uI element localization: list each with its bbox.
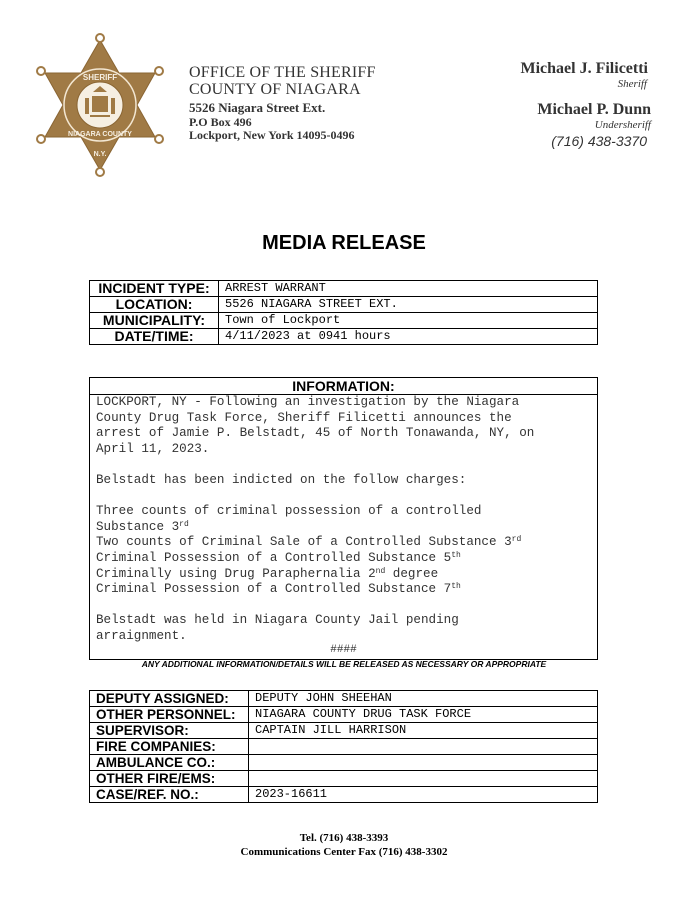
field-value: 5526 NIAGARA STREET EXT. xyxy=(219,297,598,313)
information-body xyxy=(90,395,597,656)
field-value: Town of Lockport xyxy=(219,313,598,329)
charge-degree-suffix: rd xyxy=(179,519,189,529)
sheriff-badge-logo xyxy=(30,30,170,180)
personnel-row xyxy=(90,787,598,803)
sheriff-name: Michael J. Filicetti xyxy=(520,60,648,77)
document-title: MEDIA RELEASE xyxy=(262,232,426,254)
end-mark: #### xyxy=(330,643,357,656)
field-label: AMBULANCE CO.: xyxy=(90,755,249,771)
field-label: DATE/TIME: xyxy=(90,329,219,345)
personnel-details-table xyxy=(89,690,598,803)
intro-line: April 11, 2023. xyxy=(96,441,210,456)
charge-degree-suffix: rd xyxy=(511,535,522,545)
held-line: Belstadt was held in Niagara County Jail pending xyxy=(96,613,459,628)
address-po-box: P.O Box 496 xyxy=(189,115,252,129)
incident-details-table xyxy=(89,280,598,345)
field-label: LOCATION: xyxy=(90,297,219,313)
badge-state-text: N.Y. xyxy=(93,151,107,158)
undersheriff-title: Undersheriff xyxy=(594,119,651,131)
charge-degree-suffix: th xyxy=(451,582,461,592)
address-street: 5526 Niagara Street Ext. xyxy=(189,100,326,115)
field-label: OTHER PERSONNEL: xyxy=(90,707,249,723)
charge-degree-suffix: nd xyxy=(375,566,386,576)
information-section xyxy=(89,377,598,660)
field-value xyxy=(249,755,598,771)
intro-line: County Drug Task Force, Sheriff Filicetti announces the xyxy=(96,410,512,425)
intro-line: arrest of Jamie P. Belstadt, 45 of North Tonawanda, NY, on xyxy=(96,426,535,441)
field-label: MUNICIPALITY: xyxy=(90,313,219,329)
personnel-row xyxy=(90,723,598,739)
indicted-line: Belstadt has been indicted on the follow charges: xyxy=(96,472,467,487)
field-label: OTHER FIRE/EMS: xyxy=(90,771,249,787)
office-title: OFFICE OF THE SHERIFF xyxy=(189,64,376,81)
incident-row xyxy=(90,297,598,313)
badge-top-text: SHERIFF xyxy=(82,73,118,82)
field-value: 4/11/2023 at 0941 hours xyxy=(219,329,598,345)
charge-line xyxy=(96,551,591,567)
personnel-row xyxy=(90,691,598,707)
charge-text: Criminally using Drug Paraphernalia 2 xyxy=(96,566,376,581)
charge-text: Criminal Possession of a Controlled Substance 7 xyxy=(96,582,452,597)
address-city: Lockport, New York 14095-0496 xyxy=(189,128,355,142)
charge-line xyxy=(96,520,591,536)
undersheriff-name: Michael P. Dunn xyxy=(537,101,651,118)
charges-list xyxy=(96,504,591,598)
charge-tail: degree xyxy=(385,566,439,581)
field-value: NIAGARA COUNTY DRUG TASK FORCE xyxy=(249,707,598,723)
incident-row xyxy=(90,281,598,297)
field-value xyxy=(249,739,598,755)
disclaimer-text: ANY ADDITIONAL INFORMATION/DETAILS WILL BE RELEASED AS NECESSARY OR APPROPRIATE xyxy=(141,659,547,669)
charge-text: Substance 3 xyxy=(96,519,180,534)
incident-row xyxy=(90,329,598,345)
field-value: DEPUTY JOHN SHEEHAN xyxy=(249,691,598,707)
charge-line xyxy=(96,567,591,583)
charge-line xyxy=(96,582,591,598)
field-value: 2023-16611 xyxy=(249,787,598,803)
intro-line: LOCKPORT, NY - Following an investigation by the Niagara xyxy=(96,395,520,409)
field-label: FIRE COMPANIES: xyxy=(90,739,249,755)
badge-bottom-text: NIAGARA COUNTY xyxy=(68,131,132,138)
personnel-row xyxy=(90,755,598,771)
county-title: COUNTY OF NIAGARA xyxy=(189,81,361,98)
personnel-row xyxy=(90,771,598,787)
personnel-row xyxy=(90,707,598,723)
footer-telephone: Tel. (716) 438-3393 xyxy=(299,832,389,844)
incident-row xyxy=(90,313,598,329)
field-label: CASE/REF. NO.: xyxy=(90,787,249,803)
field-value: ARREST WARRANT xyxy=(219,281,598,297)
held-line: arraignment. xyxy=(96,628,187,643)
information-header: INFORMATION: xyxy=(90,378,597,395)
field-value: CAPTAIN JILL HARRISON xyxy=(249,723,598,739)
charge-text: Two counts of Criminal Sale of a Controlled Substance 3 xyxy=(96,535,512,550)
charge-line xyxy=(96,535,591,551)
field-label: INCIDENT TYPE: xyxy=(90,281,219,297)
charge-degree-suffix: th xyxy=(451,550,461,560)
charge-text: Criminal Possession of a Controlled Substance 5 xyxy=(96,550,452,565)
footer-fax: Communications Center Fax (716) 438-3302 xyxy=(240,846,448,858)
sheriff-title: Sheriff xyxy=(617,78,647,90)
field-label: DEPUTY ASSIGNED: xyxy=(90,691,249,707)
sheriff-office-phone: (716) 438-3370 xyxy=(551,133,647,149)
field-label: SUPERVISOR: xyxy=(90,723,249,739)
charge-line: Three counts of criminal possession of a controlled xyxy=(96,504,482,519)
field-value xyxy=(249,771,598,787)
personnel-row xyxy=(90,739,598,755)
